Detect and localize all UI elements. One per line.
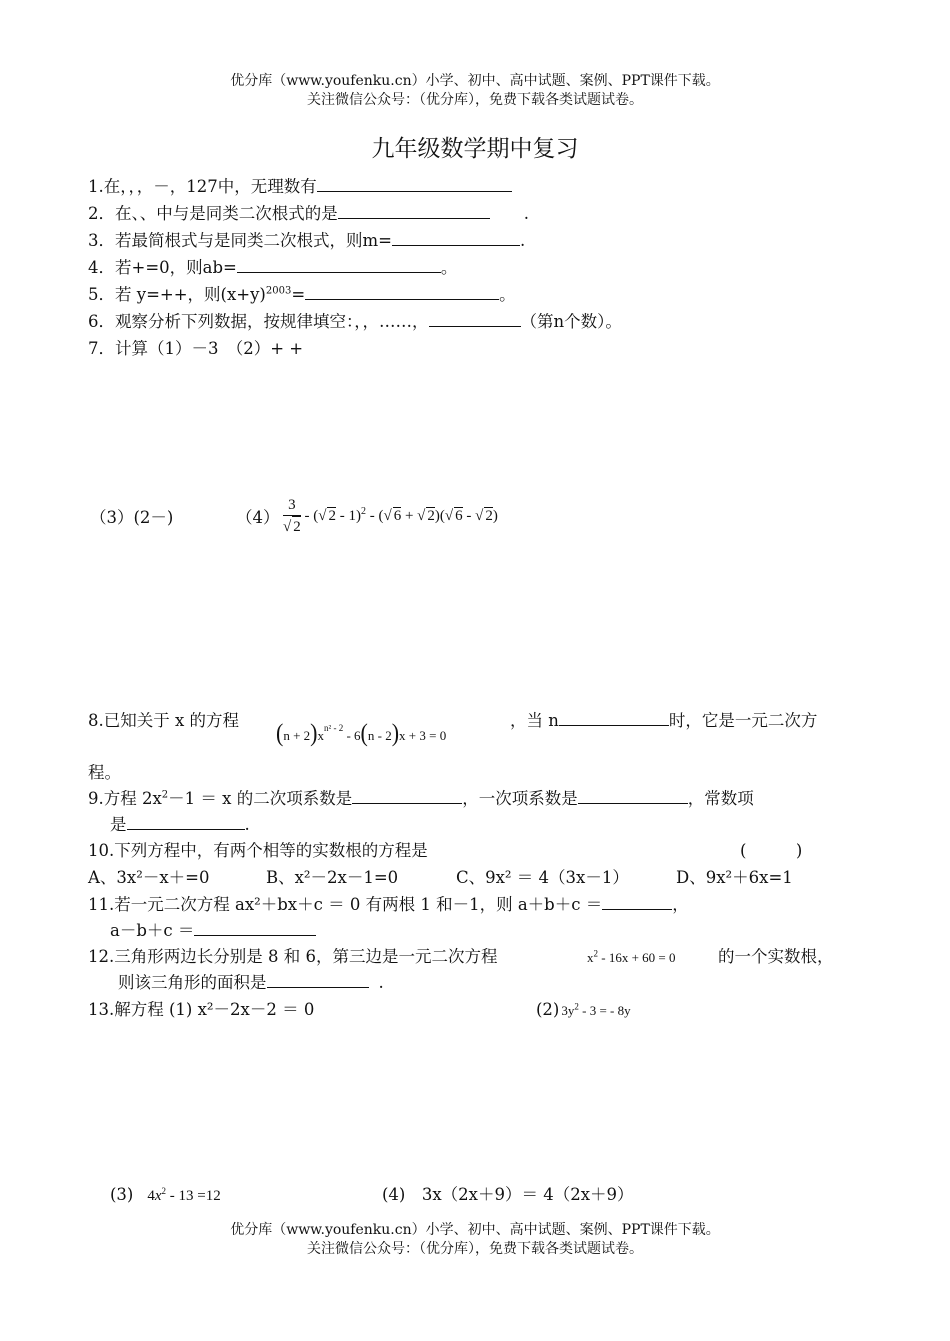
question-4 (88, 257, 457, 279)
question-9-blank-1 (352, 788, 462, 804)
question-10-option-d: D、9x²＋6x=1 (676, 868, 793, 887)
question-12 (88, 946, 497, 968)
question-1-blank (317, 176, 512, 192)
question-4-blank (237, 257, 441, 273)
question-3-text: 3．若最简根式与是同类二次根式，则m= (88, 231, 392, 250)
fraction: $\frac{3}{√ 2}$ (283, 497, 301, 535)
question-11-text-a: 11.若一元二次方程 ax²＋bx＋c ＝ 0 有两根 1 和－1，则 a＋b＋c ＝ (88, 895, 603, 914)
question-7-part-4-expression: $\frac{3}{√ 2}$ - (√ 2 - 1)$^2$ - (√ 6 + √ 2)(√ 6 - √ 2) (283, 497, 498, 535)
question-2 (88, 203, 529, 225)
question-10-answer-paren: ( ) (740, 841, 803, 860)
question-9-period: . (244, 815, 250, 834)
question-6 (88, 311, 622, 333)
question-12-text-c: 则该三角形的面积是 (118, 973, 267, 992)
question-3-period: . (519, 231, 526, 250)
question-5-exponent: 2003 (265, 285, 292, 297)
question-5-blank (305, 284, 499, 300)
question-12-period: . (378, 973, 384, 992)
question-9: 9.方程 $2x^2-1 = x$ 的二次项系数是 ，一次项系数是 ，常数项 (88, 789, 754, 808)
question-8 (88, 710, 239, 732)
question-11-text-c: a－b＋c ＝ (110, 921, 195, 940)
question-9-text-c: ，一次项系数是 (462, 789, 578, 808)
question-5 (88, 284, 516, 306)
question-11-line-2 (110, 920, 316, 942)
question-12-text-b: 的一个实数根， (718, 947, 834, 966)
question-13-part-2-label: (2) (536, 1000, 560, 1019)
question-8-equation: $(n + 2)x^{n^2 - 2} - 6(n - 2)x + 3 = 0$ (276, 718, 447, 747)
question-13: 13.解方程 (1) x²－2x－2 ＝ 0 (88, 1000, 315, 1019)
question-6-text: 6．观察分析下列数据，按规律填空：，，……， (88, 312, 429, 331)
question-9-text-d: ，常数项 (687, 789, 754, 808)
question-13-part-3: (3) $4x^2 - 13 =12$ (110, 1185, 221, 1204)
question-9-blank-2 (578, 788, 688, 804)
question-11-comma: ， (672, 895, 689, 914)
question-5-equals: = (291, 285, 306, 304)
question-9-line-2 (110, 814, 250, 836)
header-line-1: 优分库（www.youfenku.cn）小学、初中、高中试题、案例、PPT课件下载。 (230, 73, 720, 89)
question-9-blank-3 (127, 814, 245, 830)
question-6-end: （第n个数）。 (520, 312, 622, 331)
footer-line-2: 关注微信公众号：（优分库），免费下载各类试题试卷。 (307, 1241, 643, 1257)
question-13-part-4: (4) 3x（2x＋9）＝ 4（2x＋9） (382, 1185, 634, 1204)
question-10-option-c: C、9x² ＝ 4（3x－1） (456, 868, 629, 887)
question-5-end: 。 (499, 285, 516, 304)
question-12-equation: $x^2 - 16x + 60 = 0$ (587, 948, 676, 965)
question-8-when: ，当 n (510, 711, 559, 730)
question-11-blank-1 (602, 894, 672, 910)
question-2-blank (338, 203, 490, 219)
question-6-blank (429, 311, 521, 327)
question-12-text-a: 12.三角形两边长分别是 8 和 6，第三边是一元二次方程 (88, 947, 498, 966)
question-9-text-e: 是 (110, 815, 127, 834)
question-8-blank (559, 710, 669, 726)
question-5-text: 5．若 y=++，则(x+y) (88, 285, 266, 304)
question-4-end: 。 (440, 258, 458, 277)
question-13-part-2: (2) $3y^2 - 3$ = - 8y (536, 1000, 631, 1019)
question-7-part-3: （3）(2－) (90, 508, 174, 527)
page-title: 九年级数学期中复习 (371, 136, 579, 162)
question-2-period: . (523, 204, 529, 223)
question-3-blank (392, 230, 520, 246)
question-10: 10.下列方程中，有两个相等的实数根的方程是 (88, 841, 428, 860)
question-4-text: 4．若+=0，则ab= (88, 258, 237, 277)
question-8-suffix: 时，它是一元二次方 (668, 711, 818, 730)
question-8-continuation: 程。 (88, 763, 121, 782)
question-7: 7．计算（1）－3 （2）+ + (88, 339, 304, 358)
footer-line-1: 优分库（www.youfenku.cn）小学、初中、高中试题、案例、PPT课件下载。 (230, 1222, 720, 1238)
question-12-line-2 (118, 972, 384, 994)
question-1 (88, 176, 512, 198)
question-8-text: 8.已知关于 x 的方程 (88, 711, 240, 730)
question-11 (88, 894, 689, 916)
header-line-2: 关注微信公众号：（优分库），免费下载各类试题试卷。 (307, 92, 643, 108)
question-13-part-3-label: (3) (110, 1185, 134, 1204)
question-7-part-4-label: （4） (236, 508, 280, 527)
question-10-option-a: A、3x²－x＋=0 (88, 868, 210, 887)
question-12-blank (267, 972, 369, 988)
question-8-tail (510, 710, 817, 732)
question-1-text: 1.在，，，－，127中，无理数有 (88, 177, 317, 196)
question-3 (88, 230, 525, 252)
question-11-blank-2 (194, 920, 316, 936)
question-10-option-b: B、x²－2x－1=0 (266, 868, 399, 887)
question-2-text: 2．在、、中与是同类二次根式的是 (88, 204, 338, 223)
question-9-text-b: －1 ＝ x 的二次项系数是 (168, 789, 353, 808)
question-9-text-a: 9.方程 2x (88, 789, 162, 808)
